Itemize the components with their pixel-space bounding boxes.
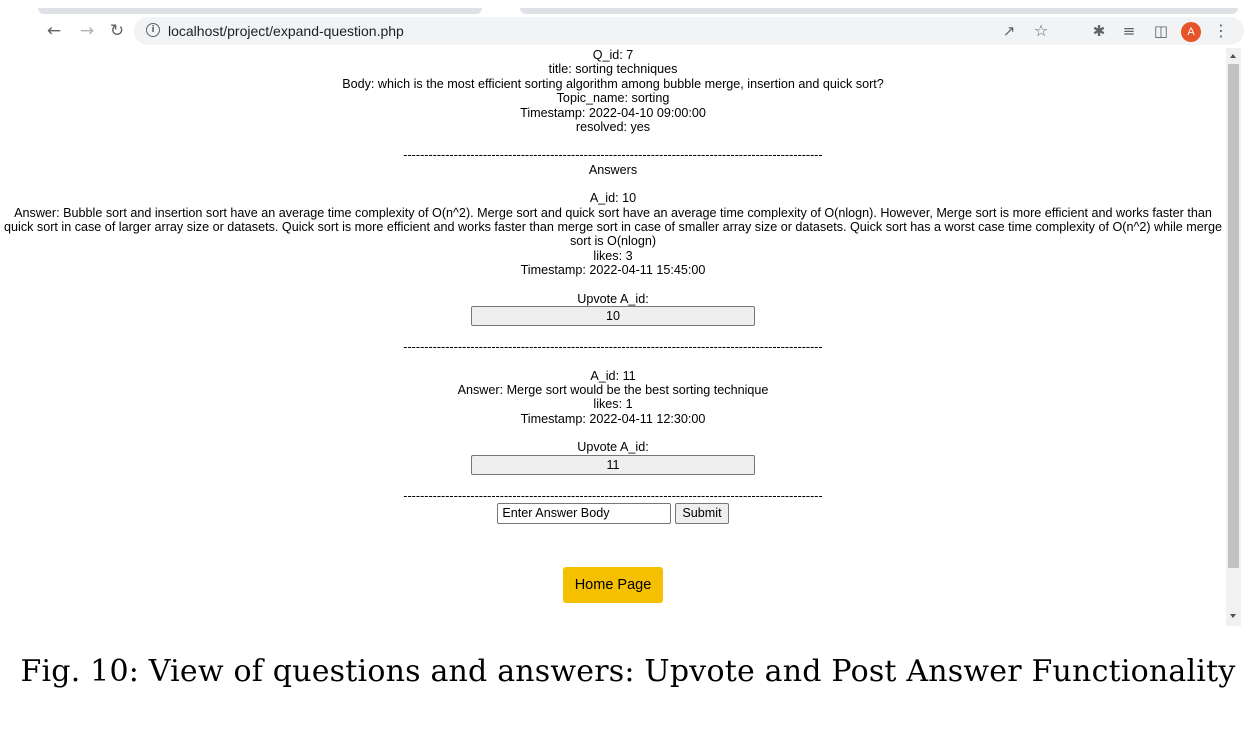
address-bar[interactable] — [134, 17, 1244, 45]
answer-likes: likes: 1 — [593, 397, 633, 412]
question-body: Body: which is the most efficient sorting algorithm among bubble merge, insertion and quick sort? — [342, 76, 884, 91]
menu-icon[interactable]: ⋮ — [1213, 21, 1229, 40]
reading-list-icon[interactable]: ≡ — [1122, 21, 1136, 40]
profile-avatar[interactable]: A — [1181, 22, 1201, 42]
url-text[interactable]: localhost/project/expand-question.php — [168, 23, 404, 39]
vertical-scrollbar[interactable] — [1226, 48, 1241, 626]
answer-body: Answer: Bubble sort and insertion sort have an average time complexity of O(n^2). Merge sort and quick sort have an average time complexity of O(nlogn). However, Merge sort is more efficient and works faster than quick sort in case of larger array size or datasets. Quick sort is more efficient and works faster than merge sort in case of smaller array size or datasets. Quick sort has a worst case time complexity of O(n^2) while merge sort is O(nlogn) — [4, 205, 1222, 249]
info-icon[interactable]: i — [146, 23, 160, 37]
answer-id: A_id: 11 — [590, 368, 636, 383]
answers-heading: Answers — [588, 162, 638, 177]
browser-toolbar — [0, 14, 1256, 48]
scroll-up-icon[interactable] — [1230, 54, 1236, 58]
question-title: title: sorting techniques — [548, 62, 678, 77]
divider: ---------------------------------------------------------------------------------------------------- — [403, 488, 823, 503]
submit-button[interactable]: Submit — [675, 503, 728, 524]
page-viewport — [0, 48, 1226, 626]
upvote-aid-button[interactable]: 10 — [471, 306, 755, 326]
answer-body: Answer: Merge sort would be the best sorting technique — [457, 382, 769, 397]
post-answer-form — [0, 503, 1226, 524]
upvote-aid-button[interactable]: 11 — [471, 455, 755, 475]
divider: ---------------------------------------------------------------------------------------------------- — [403, 148, 823, 163]
answer-body-input[interactable]: Enter Answer Body — [497, 503, 671, 524]
reload-icon[interactable]: ↻ — [109, 20, 125, 41]
figure-caption: Fig. 10: View of questions and answers: Upvote and Post Answer Functionality — [20, 654, 1236, 689]
upvote-label: Upvote A_id: — [577, 291, 649, 306]
extensions-icon[interactable]: ✱ — [1092, 21, 1106, 40]
back-icon[interactable]: ← — [46, 20, 62, 41]
question-timestamp: Timestamp: 2022-04-10 09:00:00 — [520, 105, 706, 120]
tab-strip — [0, 0, 1256, 14]
upvote-label: Upvote A_id: — [577, 440, 649, 455]
share-icon[interactable]: ↗ — [1002, 21, 1016, 40]
home-page-button[interactable]: Home Page — [563, 567, 664, 603]
star-icon[interactable]: ☆ — [1033, 21, 1049, 40]
question-resolved: resolved: yes — [575, 120, 651, 135]
side-panel-icon[interactable]: ◫ — [1153, 21, 1169, 40]
answer-likes: likes: 3 — [593, 248, 633, 263]
page-content — [0, 48, 1226, 603]
answer-id: A_id: 10 — [589, 191, 637, 206]
forward-icon[interactable]: → — [79, 20, 95, 41]
question-topic: Topic_name: sorting — [556, 91, 670, 106]
answer-timestamp: Timestamp: 2022-04-11 15:45:00 — [520, 263, 706, 278]
answer-timestamp: Timestamp: 2022-04-11 12:30:00 — [520, 411, 706, 426]
scrollbar-thumb[interactable] — [1228, 64, 1239, 568]
scroll-down-icon[interactable] — [1230, 614, 1236, 618]
question-id: Q_id: 7 — [592, 48, 634, 62]
divider: ---------------------------------------------------------------------------------------------------- — [403, 340, 823, 355]
